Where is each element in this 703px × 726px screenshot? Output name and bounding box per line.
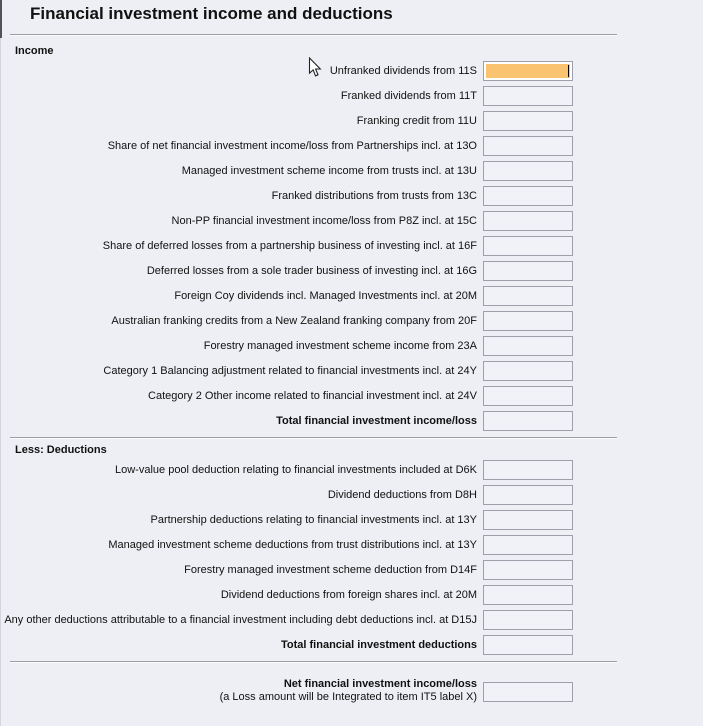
amount-field[interactable]	[483, 386, 573, 406]
field-label: Non-PP financial investment income/loss from P8Z incl. at 15C	[171, 214, 477, 227]
form-row	[0, 233, 573, 258]
form-row	[0, 258, 573, 283]
amount-input[interactable]	[483, 411, 573, 431]
net-income-label: Net financial investment income/loss	[283, 678, 477, 690]
amount-input[interactable]	[483, 211, 573, 231]
field-label: Forestry managed investment scheme deduction from D14F	[184, 563, 477, 576]
field-label: Franked dividends from 11T	[340, 89, 477, 102]
form-row	[0, 607, 573, 632]
amount-field[interactable]	[483, 111, 573, 131]
field-label: Australian franking credits from a New Zealand franking company from 20F	[111, 314, 477, 327]
amount-input[interactable]	[483, 261, 573, 281]
field-label: Total financial investment income/loss	[276, 414, 477, 427]
amount-field[interactable]	[483, 585, 573, 605]
amount-input[interactable]	[483, 236, 573, 256]
amount-input[interactable]	[483, 460, 573, 480]
amount-field[interactable]	[483, 535, 573, 555]
form-row	[0, 283, 573, 308]
form-row	[0, 582, 573, 607]
form-row	[0, 532, 573, 557]
amount-input[interactable]	[483, 286, 573, 306]
field-label: Share of deferred losses from a partnership business of investing incl. at 16F	[102, 239, 477, 252]
deductions-rows	[0, 457, 573, 657]
net-income-row	[0, 678, 573, 704]
income-rows	[0, 58, 573, 433]
mouse-cursor-icon	[308, 57, 322, 78]
field-label: Managed investment scheme income from trusts incl. at 13U	[181, 164, 477, 177]
form-row	[0, 58, 573, 83]
amount-input[interactable]	[483, 61, 573, 81]
amount-field[interactable]	[483, 560, 573, 580]
net-income-input[interactable]	[483, 682, 573, 702]
amount-input[interactable]	[483, 186, 573, 206]
amount-field[interactable]	[483, 161, 573, 181]
text-caret	[568, 65, 569, 77]
form-row	[0, 308, 573, 333]
amount-input[interactable]	[483, 585, 573, 605]
amount-field[interactable]	[483, 635, 573, 655]
amount-field[interactable]	[483, 211, 573, 231]
form-row	[0, 208, 573, 233]
section-header-income: Income	[15, 45, 54, 57]
form-row	[0, 333, 573, 358]
amount-field[interactable]	[483, 261, 573, 281]
form-row	[0, 457, 573, 482]
amount-field[interactable]	[483, 610, 573, 630]
section-header-deductions: Less: Deductions	[15, 444, 107, 456]
income-divider	[10, 437, 617, 439]
page-title: Financial investment income and deductions	[30, 4, 393, 23]
field-label: Managed investment scheme deductions from trust distributions incl. at 13Y	[108, 538, 477, 551]
title-divider	[10, 34, 617, 36]
form-row	[0, 108, 573, 133]
amount-field[interactable]	[483, 311, 573, 331]
amount-field[interactable]	[483, 61, 573, 81]
form-row	[0, 408, 573, 433]
amount-field[interactable]	[483, 186, 573, 206]
field-label: Low-value pool deduction relating to financial investments included at D6K	[115, 463, 477, 476]
field-label: Franked distributions from trusts from 13C	[271, 189, 477, 202]
amount-input[interactable]	[483, 535, 573, 555]
form-row	[0, 358, 573, 383]
amount-field[interactable]	[483, 286, 573, 306]
amount-input[interactable]	[483, 311, 573, 331]
amount-input[interactable]	[483, 86, 573, 106]
field-label: Partnership deductions relating to financial investments incl. at 13Y	[150, 513, 477, 526]
amount-field[interactable]	[483, 485, 573, 505]
field-label: Forestry managed investment scheme income from 23A	[203, 339, 477, 352]
field-label: Total financial investment deductions	[281, 638, 477, 651]
field-label: Category 2 Other income related to financial investment incl. at 24V	[148, 389, 477, 402]
form-row	[0, 133, 573, 158]
amount-field[interactable]	[483, 510, 573, 530]
field-label: Share of net financial investment income/loss from Partnerships incl. at 13O	[107, 139, 477, 152]
field-label: Franking credit from 11U	[356, 114, 477, 127]
field-label: Unfranked dividends from 11S	[329, 64, 477, 77]
amount-field[interactable]	[483, 236, 573, 256]
amount-input[interactable]	[483, 386, 573, 406]
form-row	[0, 482, 573, 507]
amount-input[interactable]	[483, 136, 573, 156]
amount-input[interactable]	[483, 485, 573, 505]
form-row	[0, 383, 573, 408]
amount-field[interactable]	[483, 460, 573, 480]
form-row	[0, 183, 573, 208]
net-income-labels	[0, 678, 483, 704]
window-left-edge-dark	[0, 0, 2, 38]
form-row	[0, 158, 573, 183]
deductions-divider	[10, 661, 617, 663]
amount-field[interactable]	[483, 361, 573, 381]
field-label: Foreign Coy dividends incl. Managed Investments incl. at 20M	[174, 289, 477, 302]
field-label: Dividend deductions from D8H	[327, 488, 477, 501]
amount-input[interactable]	[483, 560, 573, 580]
field-label: Category 1 Balancing adjustment related to financial investments incl. at 24Y	[103, 364, 477, 377]
net-income-sublabel: (a Loss amount will be Integrated to item IT5 label X)	[219, 691, 477, 703]
field-label: Deferred losses from a sole trader business of investing incl. at 16G	[146, 264, 477, 277]
form-row	[0, 632, 573, 657]
amount-input[interactable]	[483, 510, 573, 530]
amount-field[interactable]	[483, 136, 573, 156]
net-income-field[interactable]	[483, 682, 573, 702]
amount-input[interactable]	[483, 610, 573, 630]
amount-input[interactable]	[483, 336, 573, 356]
amount-field[interactable]	[483, 336, 573, 356]
form-row	[0, 507, 573, 532]
form-row	[0, 83, 573, 108]
form-row	[0, 557, 573, 582]
amount-input[interactable]	[483, 111, 573, 131]
amount-field[interactable]	[483, 86, 573, 106]
amount-input[interactable]	[483, 635, 573, 655]
amount-input[interactable]	[483, 161, 573, 181]
field-label: Dividend deductions from foreign shares incl. at 20M	[220, 588, 477, 601]
amount-field[interactable]	[483, 411, 573, 431]
field-label: Any other deductions attributable to a financial investment including debt deductions incl. at D15J	[4, 613, 477, 626]
amount-input[interactable]	[483, 361, 573, 381]
